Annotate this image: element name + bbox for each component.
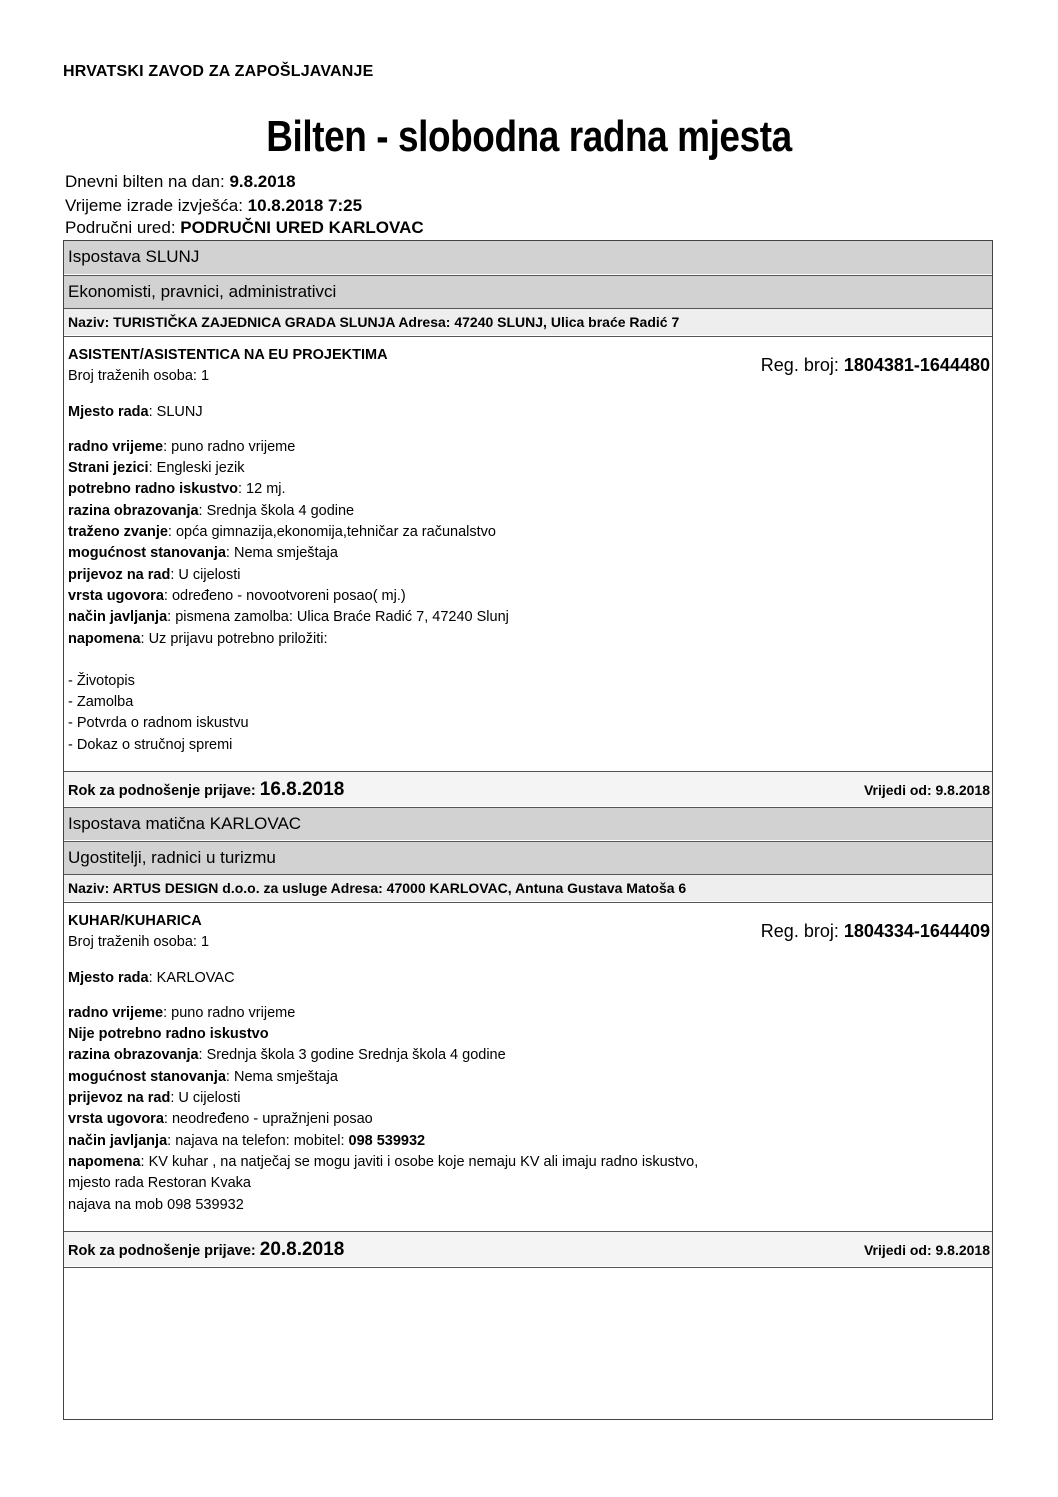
deadline <box>68 1239 344 1261</box>
place-label: Mjesto rada <box>68 969 149 986</box>
job-place <box>68 968 992 989</box>
detail-value: : neodređeno - upražnjeni posao <box>163 1111 373 1128</box>
reg-value: 1804381-1644480 <box>843 355 990 375</box>
page-title: Bilten - slobodna radna mjesta <box>266 112 792 161</box>
detail-label: napomena <box>68 1153 141 1170</box>
detail-value: : puno radno vrijeme <box>163 438 296 455</box>
detail-label: način javljanja <box>68 609 168 626</box>
detail-value: : najava na telefon: mobitel: <box>167 1132 349 1149</box>
report-time-value: 10.8.2018 7:25 <box>247 196 363 215</box>
organization-name: HRVATSKI ZAVOD ZA ZAPOŠLJAVANJE <box>63 63 374 80</box>
detail-value: : 12 mj. <box>238 481 286 498</box>
detail-label: Nije potrebno radno iskustvo <box>68 1026 269 1043</box>
detail-line <box>68 565 992 586</box>
regional-office <box>65 218 424 238</box>
note-line: - Dokaz o stručnoj spremi <box>68 736 233 753</box>
daily-bulletin-date <box>65 172 296 192</box>
detail-value: : KV kuhar , na natječaj se mogu javiti i osobe koje nemaju KV ali imaju radno iskustvo, <box>140 1153 699 1170</box>
deadline-label: Rok za podnošenje prijave: <box>68 783 260 799</box>
regional-office-label: Područni ured: <box>65 218 181 237</box>
detail-value: : Srednja škola 3 godine Srednja škola 4 godine <box>198 1047 506 1064</box>
detail-line <box>68 1003 992 1024</box>
daily-bulletin-label: Dnevni bilten na dan: <box>65 172 230 191</box>
detail-label: Strani jezici <box>68 460 149 477</box>
reg-label: Reg. broj: <box>760 921 844 941</box>
detail-label: radno vrijeme <box>68 1004 164 1021</box>
detail-line <box>68 1045 992 1066</box>
detail-line <box>68 1024 992 1045</box>
category-header: Ekonomisti, pravnici, administrativci <box>64 275 992 308</box>
detail-value: : Engleski jezik <box>148 460 245 477</box>
detail-label: prijevoz na rad <box>68 1090 171 1107</box>
detail-line <box>68 543 992 564</box>
detail-label: mogućnost stanovanja <box>68 545 226 562</box>
employer-info <box>64 874 992 901</box>
detail-label: način javljanja <box>68 1132 168 1149</box>
place-value: : SLUNJ <box>148 403 203 420</box>
detail-value: : Nema smještaja <box>225 545 338 562</box>
employer-text: Naziv: ARTUS DESIGN d.o.o. za usluge Adresa: 47000 KARLOVAC, Antuna Gustava Matoša 6 <box>68 880 687 896</box>
employer-text: Naziv: TURISTIČKA ZAJEDNICA GRADA SLUNJA Adresa: 47240 SLUNJ, Ulica braće Radić 7 <box>68 314 680 330</box>
note-line: mjesto rada Restoran Kvaka <box>68 1175 251 1192</box>
detail-line <box>68 629 992 650</box>
regional-office-value: PODRUČNI URED KARLOVAC <box>180 218 424 237</box>
detail-value: : određeno - novootvoreni posao( mj.) <box>163 587 406 604</box>
detail-label: traženo zvanje <box>68 524 168 541</box>
detail-line <box>68 607 992 628</box>
detail-label: vrsta ugovora <box>68 1111 164 1128</box>
job-count: Broj traženih osoba: 1 <box>68 934 210 951</box>
divider <box>64 336 992 337</box>
detail-line <box>68 458 992 479</box>
detail-value: : U cijelosti <box>170 1090 241 1107</box>
note-line: - Životopis <box>68 672 135 689</box>
note-line: - Potvrda o radnom iskustvu <box>68 715 249 732</box>
valid-from: Vrijedi od: 9.8.2018 <box>863 782 990 798</box>
detail-value: : U cijelosti <box>170 566 241 583</box>
note-line: najava na mob 098 539932 <box>68 1196 244 1213</box>
branch-header: Ispostava SLUNJ <box>64 241 992 274</box>
deadline-value: 16.8.2018 <box>259 779 345 800</box>
job-place <box>68 402 992 423</box>
deadline <box>68 779 344 801</box>
deadline-label: Rok za podnošenje prijave: <box>68 1243 260 1259</box>
detail-label: razina obrazovanja <box>68 502 199 519</box>
detail-label: razina obrazovanja <box>68 1047 199 1064</box>
valid-from: Vrijedi od: 9.8.2018 <box>863 1242 990 1258</box>
detail-line <box>68 501 992 522</box>
detail-value: : Uz prijavu potrebno priložiti: <box>140 630 328 647</box>
detail-line <box>68 1067 992 1088</box>
detail-line <box>68 479 992 500</box>
reg-label: Reg. broj: <box>760 355 844 375</box>
job-details <box>68 345 992 756</box>
note-line: - Zamolba <box>68 694 134 711</box>
report-time <box>65 196 362 216</box>
detail-line <box>68 586 992 607</box>
place-value: : KARLOVAC <box>148 969 235 986</box>
detail-line <box>68 437 992 458</box>
detail-line <box>68 1088 992 1109</box>
employer-info <box>64 308 992 335</box>
divider <box>64 1267 992 1268</box>
job-details <box>68 911 992 1216</box>
detail-label: mogućnost stanovanja <box>68 1068 226 1085</box>
detail-value: : pismena zamolba: Ulica Braće Radić 7, 47240 Slunj <box>167 609 509 626</box>
detail-label: potrebno radno iskustvo <box>68 481 238 498</box>
detail-label: napomena <box>68 630 141 647</box>
detail-value: : opća gimnazija,ekonomija,tehničar za računalstvo <box>167 524 496 541</box>
detail-line <box>68 1109 992 1130</box>
detail-label: vrsta ugovora <box>68 587 164 604</box>
detail-label: radno vrijeme <box>68 438 164 455</box>
job-position: KUHAR/KUHARICA <box>68 913 202 929</box>
detail-value: : Srednja škola 4 godine <box>198 502 355 519</box>
report-time-label: Vrijeme izrade izvješća: <box>65 196 248 215</box>
deadline-row <box>64 771 992 806</box>
bulletin-frame <box>63 240 993 1420</box>
detail-value: : Nema smještaja <box>225 1068 338 1085</box>
deadline-value: 20.8.2018 <box>259 1239 345 1260</box>
branch-header: Ispostava matična KARLOVAC <box>64 807 992 840</box>
detail-value: : puno radno vrijeme <box>163 1004 296 1021</box>
detail-line <box>68 1152 992 1173</box>
daily-bulletin-value: 9.8.2018 <box>229 172 296 191</box>
detail-label: prijevoz na rad <box>68 566 171 583</box>
deadline-row <box>64 1231 992 1266</box>
category-header: Ugostitelji, radnici u turizmu <box>64 841 992 874</box>
detail-line <box>68 522 992 543</box>
place-label: Mjesto rada <box>68 403 149 420</box>
detail-line <box>68 1131 992 1152</box>
phone-number: 098 539932 <box>348 1132 426 1149</box>
divider <box>64 902 992 903</box>
reg-value: 1804334-1644409 <box>843 921 990 941</box>
job-count: Broj traženih osoba: 1 <box>68 368 210 385</box>
job-position: ASISTENT/ASISTENTICA NA EU PROJEKTIMA <box>68 347 388 363</box>
